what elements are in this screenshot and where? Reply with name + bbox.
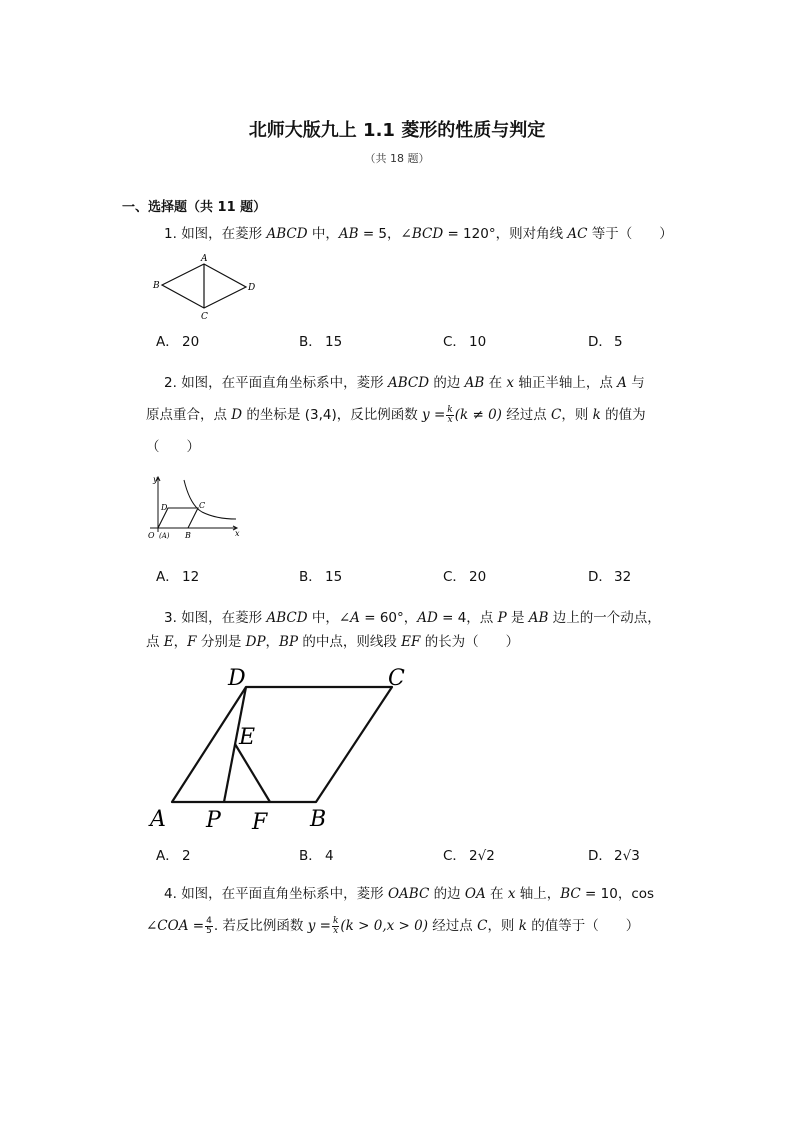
- page-title: 北师大版九上 1.1 菱形的性质与判定: [248, 120, 546, 141]
- question-2-option-b[interactable]: B． 15: [299, 569, 343, 585]
- label-f: F: [252, 810, 268, 835]
- question-3-option-b[interactable]: B． 4: [299, 848, 334, 864]
- question-4-line-1: 4. 如图，在平面直角坐标系中，菱形 OABC 的边 OA 在 x 轴上，BC = 10，cos: [164, 886, 655, 902]
- question-2-line-2: 原点重合，点 D 的坐标是 (3,4)，反比例函数 y = $\frac{k}{x}$ (k ≠ 0) 经过点 C，则 k 的值为: [146, 404, 646, 425]
- question-1-figure: [150, 252, 262, 322]
- question-2-line-3: （ ）: [146, 439, 200, 455]
- section-heading: 一、选择题（共 11 题）: [122, 200, 267, 215]
- question-2-option-a[interactable]: A． 12: [156, 569, 200, 585]
- question-1-option-d[interactable]: D． 5: [588, 334, 623, 350]
- question-3-line-1: 3. 如图，在菱形 ABCD 中，∠A = 60°，AD = 4，点 P 是 AB 边上的一个动点，: [164, 610, 661, 626]
- label-a: A: [201, 254, 208, 264]
- question-3-line-2: 点 E，F 分别是 DP，BP 的中点，则线段 EF 的长为（ ）: [146, 634, 520, 650]
- label-y: y: [153, 475, 158, 484]
- label-o: O: [148, 531, 155, 540]
- question-3-option-d[interactable]: D． 2√3: [588, 848, 640, 864]
- label-c: C: [201, 312, 208, 322]
- question-3-figure: [146, 660, 416, 836]
- question-1-option-c[interactable]: C． 10: [443, 334, 487, 350]
- question-3-option-c[interactable]: C． 2√2: [443, 848, 495, 864]
- label-d: D: [161, 503, 168, 512]
- question-2-figure: [144, 472, 244, 544]
- label-d: D: [248, 283, 256, 293]
- label-a: A: [150, 807, 166, 832]
- question-2-option-c[interactable]: C． 20: [443, 569, 487, 585]
- question-3-option-a[interactable]: A． 2: [156, 848, 191, 864]
- fraction-4-over-5: $\frac{4}{5}$: [206, 915, 212, 936]
- question-2-option-d[interactable]: D． 32: [588, 569, 632, 585]
- question-1-text: 1. 如图，在菱形 ABCD 中，AB = 5，∠BCD = 120°，则对角线 AC 等于（ ）: [164, 226, 673, 242]
- fraction-k-over-x: $\frac{k}{x}$: [332, 915, 339, 936]
- question-1-option-a[interactable]: A． 20: [156, 334, 200, 350]
- page-subtitle: （共 18 题）: [364, 152, 430, 165]
- question-1-option-b[interactable]: B． 15: [299, 334, 343, 350]
- label-c: C: [199, 501, 206, 510]
- hyperbola-curve: [184, 480, 236, 519]
- label-b: B: [310, 807, 327, 832]
- label-p: P: [206, 808, 221, 833]
- segment-ef: [235, 744, 270, 802]
- label-b: B: [185, 531, 191, 540]
- label-c: C: [388, 666, 405, 691]
- question-2-line-1: 2. 如图，在平面直角坐标系中，菱形 ABCD 的边 AB 在 x 轴正半轴上，点 A 与: [164, 375, 645, 391]
- fraction-k-over-x: $\frac{k}{x}$: [447, 404, 453, 425]
- label-a: (A): [159, 532, 170, 540]
- question-4-line-2: ∠COA = $\frac{4}{5}$ . 若反比例函数 y = $\frac{k}{x}$ (k > 0,x > 0) 经过点 C，则 k 的值等于（ ）: [146, 915, 640, 936]
- label-b: B: [153, 281, 160, 291]
- rhombus-abcd: [172, 687, 392, 802]
- label-x: x: [235, 529, 240, 538]
- label-d: D: [228, 666, 246, 691]
- label-e: E: [239, 725, 256, 750]
